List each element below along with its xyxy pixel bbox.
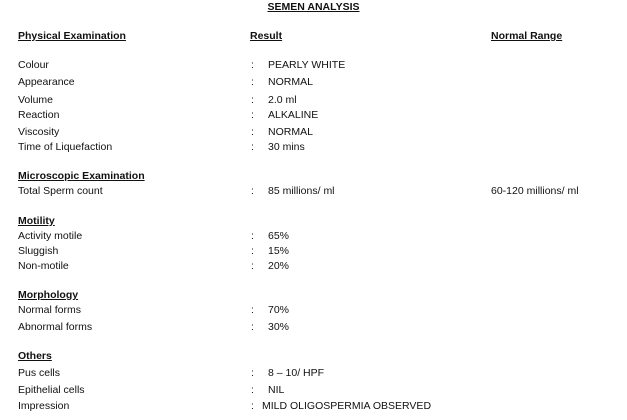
row-label-epithelial-cells: Epithelial cells bbox=[18, 384, 85, 396]
microscopic-examination-heading: Microscopic Examination bbox=[18, 170, 145, 182]
row-label-pus-cells: Pus cells bbox=[18, 367, 61, 379]
row-label-impression: Impression bbox=[18, 400, 70, 412]
row-label-normal-forms: Normal forms bbox=[18, 304, 82, 316]
row-value-activity-motile: 65% bbox=[268, 230, 290, 242]
row-value-colour: PEARLY WHITE bbox=[268, 59, 346, 71]
row-label-colour: Colour bbox=[18, 59, 49, 71]
row-label-appearance: Appearance bbox=[18, 76, 75, 88]
row-colon: : bbox=[251, 109, 254, 121]
row-label-reaction: Reaction bbox=[18, 109, 60, 121]
row-colon: : bbox=[251, 76, 254, 88]
row-value-impression: MILD OLIGOSPERMIA OBSERVED bbox=[262, 400, 432, 412]
row-label-abnormal-forms: Abnormal forms bbox=[18, 321, 93, 333]
physical-examination-heading: Physical Examination bbox=[18, 30, 126, 42]
row-colon: : bbox=[251, 384, 254, 396]
row-value-sluggish: 15% bbox=[268, 245, 290, 257]
row-label-non-motile: Non-motile bbox=[18, 260, 69, 272]
normal-range-heading: Normal Range bbox=[491, 30, 563, 42]
row-value-normal-forms: 70% bbox=[268, 304, 290, 316]
row-value-liquefaction: 30 mins bbox=[268, 141, 305, 153]
row-value-epithelial-cells: NIL bbox=[268, 384, 285, 396]
row-colon: : bbox=[251, 400, 254, 412]
row-colon: : bbox=[251, 260, 254, 272]
result-heading: Result bbox=[250, 30, 283, 42]
motility-heading: Motility bbox=[18, 215, 55, 227]
row-range-sperm-count: 60-120 millions/ ml bbox=[491, 185, 579, 197]
row-value-volume: 2.0 ml bbox=[268, 94, 297, 106]
row-colon: : bbox=[251, 185, 254, 197]
row-label-viscosity: Viscosity bbox=[18, 126, 60, 138]
row-value-pus-cells: 8 – 10/ HPF bbox=[268, 367, 325, 379]
row-value-sperm-count: 85 millions/ ml bbox=[268, 185, 335, 197]
row-value-abnormal-forms: 30% bbox=[268, 321, 290, 333]
row-colon: : bbox=[251, 94, 254, 106]
row-label-volume: Volume bbox=[18, 94, 54, 106]
row-colon: : bbox=[251, 141, 254, 153]
row-colon: : bbox=[251, 245, 254, 257]
report-title: SEMEN ANALYSIS bbox=[267, 1, 360, 13]
row-label-activity-motile: Activity motile bbox=[18, 230, 83, 242]
row-colon: : bbox=[251, 321, 254, 333]
row-value-non-motile: 20% bbox=[268, 260, 290, 272]
row-value-viscosity: NORMAL bbox=[268, 126, 313, 138]
row-colon: : bbox=[251, 59, 254, 71]
row-label-liquefaction: Time of Liquefaction bbox=[18, 141, 113, 153]
row-colon: : bbox=[251, 367, 254, 379]
morphology-heading: Morphology bbox=[18, 289, 79, 301]
row-value-appearance: NORMAL bbox=[268, 76, 313, 88]
row-colon: : bbox=[251, 126, 254, 138]
row-value-reaction: ALKALINE bbox=[268, 109, 319, 121]
row-label-sluggish: Sluggish bbox=[18, 245, 59, 257]
row-colon: : bbox=[251, 304, 254, 316]
row-label-sperm-count: Total Sperm count bbox=[18, 185, 103, 197]
row-colon: : bbox=[251, 230, 254, 242]
others-heading: Others bbox=[18, 350, 52, 362]
